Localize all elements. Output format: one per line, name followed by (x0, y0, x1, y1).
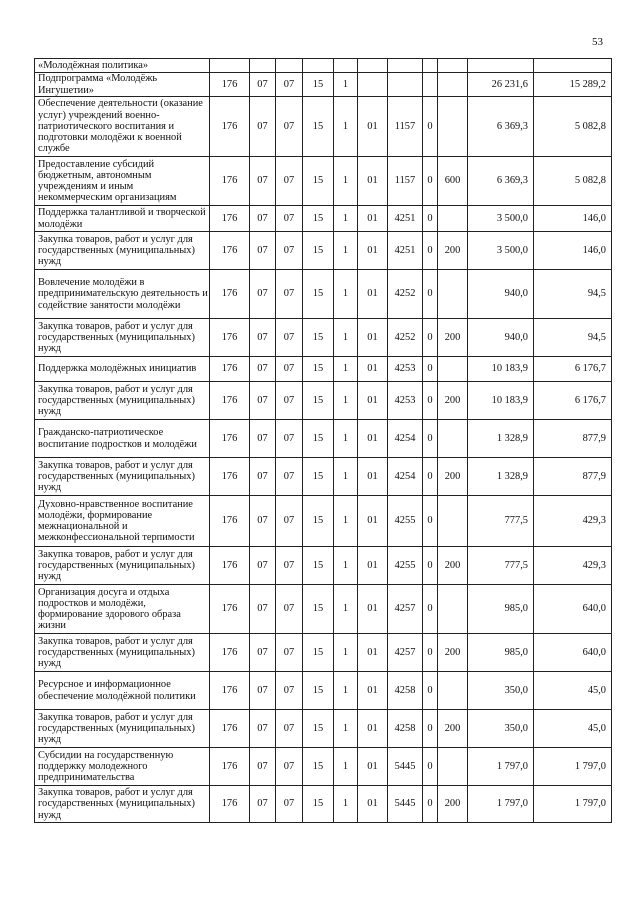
row-value-cell: 176 (210, 458, 250, 496)
row-value-cell (438, 585, 468, 634)
row-value-cell (334, 59, 358, 73)
row-value-cell: 3 500,0 (468, 206, 534, 232)
row-value-cell: 600 (438, 157, 468, 206)
row-value-cell: 07 (250, 585, 276, 634)
row-value-cell: 01 (358, 634, 388, 672)
row-value-cell: 15 289,2 (534, 73, 612, 97)
row-value-cell: 07 (276, 206, 303, 232)
row-value-cell: 15 (303, 420, 334, 458)
row-value-cell (438, 748, 468, 786)
row-value-cell: 985,0 (468, 585, 534, 634)
row-value-cell: 0 (423, 585, 438, 634)
row-value-cell: 07 (250, 748, 276, 786)
row-value-cell: 07 (250, 232, 276, 270)
row-value-cell: 350,0 (468, 672, 534, 710)
row-name-cell: Закупка товаров, работ и услуг для государственных (муниципальных) нужд (35, 710, 210, 748)
row-value-cell: 0 (423, 547, 438, 585)
row-value-cell: 0 (423, 97, 438, 157)
row-value-cell: 200 (438, 319, 468, 357)
row-value-cell: 777,5 (468, 547, 534, 585)
row-value-cell: 1157 (388, 97, 423, 157)
row-value-cell: 15 (303, 97, 334, 157)
row-value-cell: 0 (423, 710, 438, 748)
row-value-cell: 176 (210, 634, 250, 672)
row-value-cell: 200 (438, 382, 468, 420)
row-value-cell: 07 (250, 206, 276, 232)
row-value-cell: 4255 (388, 496, 423, 547)
row-value-cell: 1 (334, 157, 358, 206)
row-value-cell: 4257 (388, 585, 423, 634)
row-value-cell: 0 (423, 206, 438, 232)
row-value-cell: 1 (334, 319, 358, 357)
row-value-cell (423, 73, 438, 97)
row-name-cell: Закупка товаров, работ и услуг для государственных (муниципальных) нужд (35, 634, 210, 672)
row-value-cell: 10 183,9 (468, 382, 534, 420)
row-value-cell: 45,0 (534, 710, 612, 748)
row-value-cell: 01 (358, 547, 388, 585)
row-value-cell: 1 (334, 382, 358, 420)
row-value-cell (210, 59, 250, 73)
row-value-cell: 1 797,0 (534, 786, 612, 823)
row-value-cell: 1 797,0 (534, 748, 612, 786)
row-value-cell: 07 (250, 420, 276, 458)
row-value-cell: 1 (334, 97, 358, 157)
row-value-cell: 1 (334, 73, 358, 97)
row-value-cell: 176 (210, 547, 250, 585)
row-value-cell: 01 (358, 672, 388, 710)
row-value-cell (358, 59, 388, 73)
row-value-cell: 176 (210, 206, 250, 232)
row-value-cell: 1 328,9 (468, 458, 534, 496)
row-value-cell: 07 (276, 786, 303, 823)
row-value-cell: 1 (334, 270, 358, 319)
row-value-cell: 0 (423, 786, 438, 823)
table-row (35, 585, 612, 634)
row-value-cell: 1 (334, 420, 358, 458)
row-value-cell: 5 082,8 (534, 97, 612, 157)
row-value-cell: 4251 (388, 232, 423, 270)
row-value-cell: 15 (303, 748, 334, 786)
row-value-cell: 07 (276, 710, 303, 748)
row-value-cell: 01 (358, 382, 388, 420)
row-value-cell: 4254 (388, 458, 423, 496)
row-value-cell: 0 (423, 634, 438, 672)
row-value-cell: 01 (358, 270, 388, 319)
row-value-cell: 07 (250, 357, 276, 382)
row-value-cell: 176 (210, 73, 250, 97)
row-value-cell (423, 59, 438, 73)
row-value-cell: 1 (334, 458, 358, 496)
row-name-cell: Закупка товаров, работ и услуг для государственных (муниципальных) нужд (35, 547, 210, 585)
row-value-cell: 200 (438, 232, 468, 270)
row-value-cell: 01 (358, 206, 388, 232)
table-body (35, 59, 612, 823)
row-value-cell (388, 59, 423, 73)
row-value-cell: 07 (250, 786, 276, 823)
row-value-cell: 07 (250, 672, 276, 710)
row-value-cell: 176 (210, 157, 250, 206)
table-row (35, 59, 612, 73)
row-value-cell: 01 (358, 748, 388, 786)
row-value-cell: 01 (358, 710, 388, 748)
row-value-cell: 15 (303, 458, 334, 496)
row-value-cell (438, 672, 468, 710)
row-value-cell: 200 (438, 634, 468, 672)
row-value-cell: 3 500,0 (468, 232, 534, 270)
row-name-cell: Подпрограмма «Молодёжь Ингушетии» (35, 73, 210, 97)
row-value-cell: 15 (303, 672, 334, 710)
row-value-cell: 15 (303, 319, 334, 357)
row-value-cell: 15 (303, 382, 334, 420)
row-value-cell (276, 59, 303, 73)
row-value-cell: 07 (250, 710, 276, 748)
row-value-cell: 0 (423, 270, 438, 319)
table-row (35, 672, 612, 710)
row-value-cell: 176 (210, 672, 250, 710)
row-value-cell: 15 (303, 547, 334, 585)
row-value-cell: 1 (334, 786, 358, 823)
row-value-cell: 5 082,8 (534, 157, 612, 206)
row-value-cell (358, 73, 388, 97)
row-name-cell: Закупка товаров, работ и услуг для государственных (муниципальных) нужд (35, 458, 210, 496)
table-row (35, 73, 612, 97)
row-value-cell: 1 (334, 634, 358, 672)
row-name-cell: Ресурсное и информационное обеспечение молодёжной политики (35, 672, 210, 710)
row-value-cell: 01 (358, 585, 388, 634)
row-value-cell (438, 420, 468, 458)
row-value-cell: 07 (276, 97, 303, 157)
budget-table (34, 58, 612, 823)
row-value-cell: 777,5 (468, 496, 534, 547)
row-value-cell: 01 (358, 357, 388, 382)
row-value-cell: 1 (334, 748, 358, 786)
row-value-cell: 6 176,7 (534, 357, 612, 382)
row-value-cell: 4253 (388, 357, 423, 382)
row-value-cell: 5445 (388, 786, 423, 823)
row-value-cell: 07 (276, 270, 303, 319)
row-name-cell: Предоставление субсидий бюджетным, автономным учреждениям и иным некоммерческим организациям (35, 157, 210, 206)
row-value-cell: 15 (303, 786, 334, 823)
row-value-cell: 6 369,3 (468, 97, 534, 157)
row-name-cell: Закупка товаров, работ и услуг для государственных (муниципальных) нужд (35, 382, 210, 420)
row-value-cell: 07 (250, 496, 276, 547)
row-value-cell: 15 (303, 634, 334, 672)
row-value-cell: 01 (358, 232, 388, 270)
row-value-cell: 15 (303, 157, 334, 206)
row-name-cell: Поддержка талантливой и творческой молодёжи (35, 206, 210, 232)
row-value-cell: 01 (358, 786, 388, 823)
table-row (35, 748, 612, 786)
row-value-cell: 4251 (388, 206, 423, 232)
table-row (35, 232, 612, 270)
row-value-cell: 07 (276, 547, 303, 585)
table-row (35, 382, 612, 420)
row-value-cell: 1157 (388, 157, 423, 206)
row-value-cell: 350,0 (468, 710, 534, 748)
row-value-cell: 15 (303, 710, 334, 748)
row-value-cell: 1 (334, 585, 358, 634)
row-name-cell: Закупка товаров, работ и услуг для государственных (муниципальных) нужд (35, 786, 210, 823)
row-value-cell: 146,0 (534, 232, 612, 270)
row-value-cell: 146,0 (534, 206, 612, 232)
row-value-cell: 94,5 (534, 319, 612, 357)
row-value-cell: 15 (303, 585, 334, 634)
row-value-cell: 4258 (388, 710, 423, 748)
row-value-cell: 1 797,0 (468, 748, 534, 786)
row-value-cell: 176 (210, 748, 250, 786)
row-value-cell: 200 (438, 710, 468, 748)
row-value-cell: 07 (276, 319, 303, 357)
table-row (35, 786, 612, 823)
row-value-cell: 176 (210, 319, 250, 357)
row-value-cell: 640,0 (534, 634, 612, 672)
row-value-cell: 0 (423, 357, 438, 382)
row-value-cell: 0 (423, 382, 438, 420)
row-value-cell: 176 (210, 232, 250, 270)
row-value-cell (438, 270, 468, 319)
row-value-cell: 0 (423, 496, 438, 547)
row-value-cell: 5445 (388, 748, 423, 786)
row-value-cell: 07 (250, 73, 276, 97)
row-value-cell: 176 (210, 357, 250, 382)
row-value-cell: 0 (423, 232, 438, 270)
row-value-cell: 877,9 (534, 458, 612, 496)
row-value-cell: 07 (276, 73, 303, 97)
row-value-cell: 15 (303, 73, 334, 97)
row-value-cell: 6 176,7 (534, 382, 612, 420)
row-value-cell: 6 369,3 (468, 157, 534, 206)
row-value-cell: 07 (276, 458, 303, 496)
row-value-cell: 07 (250, 97, 276, 157)
row-value-cell: 176 (210, 710, 250, 748)
row-value-cell: 15 (303, 496, 334, 547)
row-value-cell: 07 (250, 270, 276, 319)
row-value-cell: 26 231,6 (468, 73, 534, 97)
row-value-cell: 07 (276, 748, 303, 786)
row-value-cell: 07 (250, 634, 276, 672)
row-value-cell: 1 (334, 232, 358, 270)
row-value-cell: 01 (358, 496, 388, 547)
row-name-cell: Вовлечение молодёжи в предпринимательскую деятельность и содействие занятости молодёжи (35, 270, 210, 319)
table-row (35, 206, 612, 232)
row-value-cell: 429,3 (534, 547, 612, 585)
table-row (35, 496, 612, 547)
page-number: 53 (592, 36, 603, 48)
row-value-cell: 940,0 (468, 270, 534, 319)
row-value-cell: 176 (210, 382, 250, 420)
row-value-cell: 01 (358, 97, 388, 157)
table-row (35, 458, 612, 496)
table-row (35, 97, 612, 157)
row-value-cell: 0 (423, 420, 438, 458)
row-value-cell: 01 (358, 157, 388, 206)
row-value-cell: 07 (276, 585, 303, 634)
row-value-cell: 01 (358, 420, 388, 458)
row-value-cell: 07 (276, 496, 303, 547)
row-value-cell (438, 206, 468, 232)
row-value-cell (438, 357, 468, 382)
row-value-cell: 1 (334, 547, 358, 585)
row-name-cell: Закупка товаров, работ и услуг для государственных (муниципальных) нужд (35, 319, 210, 357)
row-value-cell: 176 (210, 786, 250, 823)
row-value-cell: 0 (423, 672, 438, 710)
row-value-cell: 07 (276, 634, 303, 672)
row-name-cell: Духовно-нравственное воспитание молодёжи, формирование межнациональной и межконфессиональной терпимости (35, 496, 210, 547)
row-value-cell: 45,0 (534, 672, 612, 710)
row-value-cell (438, 73, 468, 97)
row-value-cell: 4252 (388, 270, 423, 319)
row-value-cell: 07 (276, 357, 303, 382)
row-name-cell: Закупка товаров, работ и услуг для государственных (муниципальных) нужд (35, 232, 210, 270)
row-value-cell: 0 (423, 748, 438, 786)
table-row (35, 357, 612, 382)
table-row (35, 547, 612, 585)
row-name-cell: Субсидии на государственную поддержку молодежного предпринимательства (35, 748, 210, 786)
row-value-cell (388, 73, 423, 97)
row-value-cell: 15 (303, 270, 334, 319)
row-value-cell: 640,0 (534, 585, 612, 634)
row-name-cell: «Молодёжная политика» (35, 59, 210, 73)
row-value-cell (438, 496, 468, 547)
row-value-cell: 176 (210, 97, 250, 157)
row-name-cell: Обеспечение деятельности (оказание услуг) учреждений военно-патриотического воспитания и подготовки молодёжи к военной службе (35, 97, 210, 157)
row-value-cell: 1 (334, 357, 358, 382)
row-value-cell: 07 (276, 157, 303, 206)
row-value-cell: 1 328,9 (468, 420, 534, 458)
row-value-cell (534, 59, 612, 73)
row-value-cell: 1 (334, 496, 358, 547)
row-value-cell: 10 183,9 (468, 357, 534, 382)
row-value-cell: 985,0 (468, 634, 534, 672)
row-value-cell: 07 (276, 420, 303, 458)
row-value-cell: 877,9 (534, 420, 612, 458)
row-value-cell: 07 (276, 672, 303, 710)
row-value-cell: 01 (358, 458, 388, 496)
row-value-cell: 15 (303, 206, 334, 232)
row-value-cell: 07 (250, 319, 276, 357)
row-value-cell (303, 59, 334, 73)
row-value-cell: 4252 (388, 319, 423, 357)
row-value-cell: 0 (423, 319, 438, 357)
row-name-cell: Поддержка молодёжных инициатив (35, 357, 210, 382)
row-value-cell: 200 (438, 547, 468, 585)
table-row (35, 634, 612, 672)
row-value-cell: 07 (276, 232, 303, 270)
row-value-cell: 200 (438, 458, 468, 496)
row-value-cell: 429,3 (534, 496, 612, 547)
row-value-cell (468, 59, 534, 73)
row-value-cell: 940,0 (468, 319, 534, 357)
row-value-cell: 1 797,0 (468, 786, 534, 823)
row-value-cell: 94,5 (534, 270, 612, 319)
row-value-cell: 07 (250, 547, 276, 585)
row-value-cell: 200 (438, 786, 468, 823)
row-value-cell: 07 (250, 157, 276, 206)
row-value-cell: 07 (250, 458, 276, 496)
row-value-cell: 4255 (388, 547, 423, 585)
row-value-cell (438, 59, 468, 73)
row-value-cell: 1 (334, 672, 358, 710)
row-value-cell: 176 (210, 585, 250, 634)
row-value-cell: 176 (210, 420, 250, 458)
table-row (35, 270, 612, 319)
table-row (35, 157, 612, 206)
row-value-cell: 176 (210, 496, 250, 547)
row-value-cell: 01 (358, 319, 388, 357)
row-value-cell: 4258 (388, 672, 423, 710)
row-value-cell: 4257 (388, 634, 423, 672)
row-value-cell: 15 (303, 357, 334, 382)
table-row (35, 319, 612, 357)
row-value-cell: 15 (303, 232, 334, 270)
row-value-cell: 1 (334, 206, 358, 232)
row-value-cell: 0 (423, 157, 438, 206)
row-value-cell: 1 (334, 710, 358, 748)
table-row (35, 710, 612, 748)
table-row (35, 420, 612, 458)
row-value-cell: 176 (210, 270, 250, 319)
row-name-cell: Организация досуга и отдыха подростков и молодёжи, формирование здорового образа жизни (35, 585, 210, 634)
row-value-cell: 4253 (388, 382, 423, 420)
row-name-cell: Гражданско-патриотическое воспитание подростков и молодёжи (35, 420, 210, 458)
row-value-cell (438, 97, 468, 157)
row-value-cell (250, 59, 276, 73)
row-value-cell: 07 (250, 382, 276, 420)
row-value-cell: 07 (276, 382, 303, 420)
row-value-cell: 0 (423, 458, 438, 496)
row-value-cell: 4254 (388, 420, 423, 458)
